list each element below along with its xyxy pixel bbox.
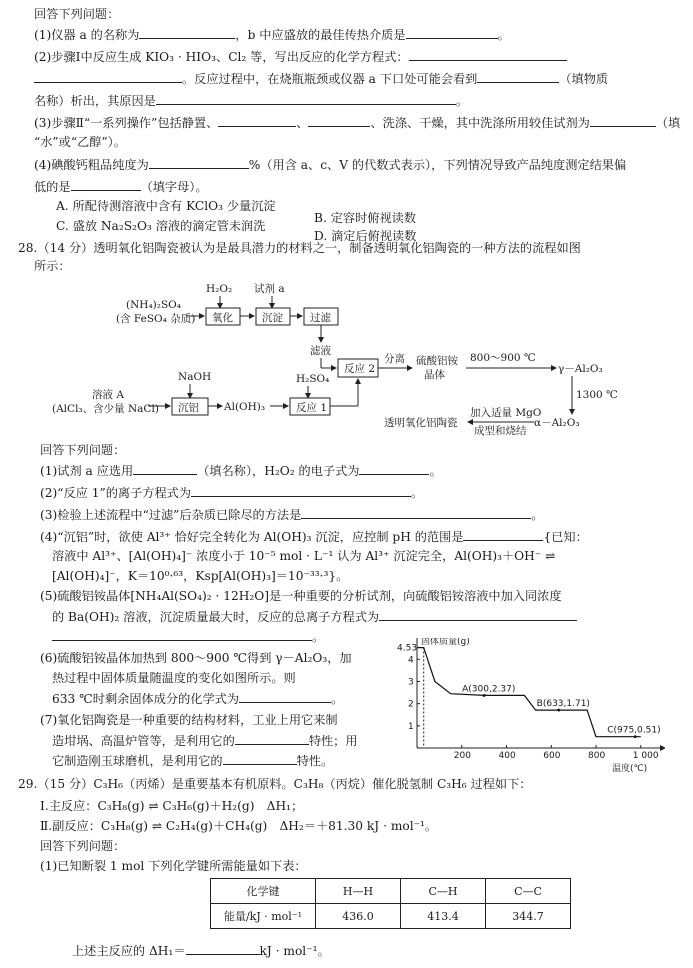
answer-blank[interactable] xyxy=(409,48,567,61)
answer-blank[interactable] xyxy=(71,178,141,191)
separate-label: 分离 xyxy=(384,353,405,365)
answer-blank[interactable] xyxy=(379,608,577,621)
answer-blank[interactable] xyxy=(239,690,331,703)
point-label: B(633,1.71) xyxy=(536,699,590,710)
table-cell: 能量/kJ · mol⁻¹ xyxy=(211,904,316,929)
q28-sub6: (6)硫酸铝铵晶体加热到 800～900 ℃得到 γ－Al₂O₃，加 xyxy=(40,651,352,665)
q29-sub1: (1)已知断裂 1 mol 下列化学键所需能量如下表： xyxy=(40,859,307,873)
q28-sub6-cont: 热过程中固体质量随温度的变化如图所示。则 xyxy=(52,671,296,685)
answer-blank[interactable] xyxy=(477,70,559,83)
y-tick-label: 2 xyxy=(408,699,414,710)
q28-sub3: (3)检验上述流程中“过滤”后杂质已除尽的方法是 。 xyxy=(40,508,544,522)
alpha-alumina: α－Al₂O₃ xyxy=(534,417,580,429)
y-axis-label: 固体质量(g) xyxy=(421,638,470,647)
process-flow-diagram xyxy=(40,282,680,442)
answer-blank[interactable] xyxy=(301,506,531,519)
x-tick-label: 600 xyxy=(543,751,561,761)
q28-lead: 回答下列问题： xyxy=(40,443,126,457)
q27-sub4: (4)碘酸钙粗品纯度为 %（用含 a、c、V 的代数式表示），下列情况导致产品纯度测定结果偏 xyxy=(34,158,627,172)
answer-blank[interactable] xyxy=(235,732,309,745)
q27-sub4-cont: 低的是 （填字母）。 xyxy=(34,180,208,194)
table-row xyxy=(211,904,571,929)
sinter-label: 成型和烧结 xyxy=(474,425,527,437)
answer-blank[interactable] xyxy=(308,114,370,127)
box-precipitate-label: 沉淀 xyxy=(262,312,283,324)
point-label: A(300,2.37) xyxy=(462,684,516,695)
q29-main-reaction: Ⅰ.主反应：C₃H₈(g) ⇌ C₃H₆(g)＋H₂(g) ΔH₁； xyxy=(40,799,304,813)
box-reaction-1-label: 反应 1 xyxy=(296,402,328,414)
x-tick-label: 800 xyxy=(588,751,606,761)
q27-sub3: (3)步骤Ⅱ“一系列操作”包括静置、 、 、洗涤、干燥，其中洗涤所用较佳试剂为 （填 xyxy=(34,116,681,130)
option-a: A. 所配待测溶液中含有 KClO₃ 少量沉淀 xyxy=(56,199,276,213)
answer-blank[interactable] xyxy=(34,70,182,83)
naoh-label: NaOH xyxy=(178,371,212,383)
table-header: C—C xyxy=(486,879,571,904)
q28-title: 28.（14 分）透明氧化铝陶瓷被认为是最具潜力的材料之一，制备透明氧化铝陶瓷的一种方法的流程如图 xyxy=(18,241,581,255)
q27-sub3-cont: “水”或“乙醇”）。 xyxy=(34,135,126,149)
table-cell: 344.7 xyxy=(486,904,571,929)
q28-sub6-cont2: 633 ℃时剩余固体成分的化学式为 。 xyxy=(52,692,344,706)
q28-sub4: (4)“沉铝”时，欲使 Al³⁺ 恰好完全转化为 Al(OH)₃ 沉淀，应控制 pH 的范围是 {已知： xyxy=(40,530,588,544)
gamma-alumina: γ－Al₂O₃ xyxy=(558,363,603,375)
point-label: C(975,0.51) xyxy=(607,725,661,736)
q29-lead: 回答下列问题： xyxy=(40,839,126,853)
chart-series xyxy=(417,648,641,737)
answer-blank[interactable] xyxy=(191,484,411,497)
table-header: 化学键 xyxy=(211,879,316,904)
product-crystal-label: 硫酸铝铵 xyxy=(416,355,458,367)
product-crystal-label-2: 晶体 xyxy=(424,369,445,381)
answer-blank[interactable] xyxy=(156,92,456,105)
q28-sub5-cont2: 。 xyxy=(52,628,324,645)
table-cell: 436.0 xyxy=(316,904,401,929)
solution-a-composition: (AlCl₃、含少量 NaCl) xyxy=(52,403,159,415)
q27-lead: 回答下列问题： xyxy=(34,7,120,21)
answer-blank[interactable] xyxy=(52,628,312,641)
q27-sub2: (2)步骤Ⅰ中反应生成 KIO₃ · HIO₃、Cl₂ 等，写出反应的化学方程式： xyxy=(34,48,567,65)
answer-blank[interactable] xyxy=(133,462,197,475)
q27-sub2-cont2: 名称）析出，其原因是 。 xyxy=(34,94,469,108)
box-oxidize-label: 氧化 xyxy=(212,312,233,324)
data-point xyxy=(483,694,486,697)
q28-sub4-cont2: [Al(OH)₄]⁻，K＝10⁰·⁶³，Ksp[Al(OH)₃]＝10⁻³³·³}。 xyxy=(52,569,349,583)
h2o2-label: H₂O₂ xyxy=(206,283,233,295)
q28-sub2: (2)“反应 1”的离子方程式为 。 xyxy=(40,486,424,500)
q29-sub1-answer: 上述主反应的 ΔH₁＝ kJ · mol⁻¹。 xyxy=(72,944,330,958)
x-tick-label: 1 000 xyxy=(632,751,659,761)
aloh3-label: Al(OH)₃ xyxy=(224,401,266,413)
answer-blank[interactable] xyxy=(186,942,260,955)
data-point xyxy=(557,709,560,712)
feed-ammonium-sulfate: (NH₄)₂SO₄ xyxy=(126,299,181,311)
q29-title: 29.（15 分）C₃H₆（丙烯）是重要基本有机原料。C₃H₈（丙烷）催化脱氢制 C₃H₆ 过程如下： xyxy=(18,777,532,791)
x-tick-label: 400 xyxy=(498,751,516,761)
solution-a-label: 溶液 A xyxy=(92,389,124,401)
y-start-label: 4.53 xyxy=(397,643,418,654)
answer-blank[interactable] xyxy=(463,528,543,541)
table-row xyxy=(211,879,571,904)
chart-axes xyxy=(397,638,665,773)
q28-sub5-cont: 的 Ba(OH)₂ 溶液，沉淀质量最大时，反应的总离子方程式为 xyxy=(52,608,577,625)
y-tick-label: 4 xyxy=(408,655,414,666)
q28-sub5: (5)硫酸铝铵晶体[NH₄Al(SO₄)₂ · 12H₂O]是一种重要的分析试剂，向硫酸铝铵溶液中加入同浓度 xyxy=(40,589,562,603)
mass-temperature-chart xyxy=(395,638,665,773)
answer-blank[interactable] xyxy=(218,114,296,127)
x-axis-label: 温度(℃) xyxy=(612,764,648,773)
mgo-label: 加入适量 MgO xyxy=(470,407,542,419)
q27-sub2-cont: 。反应过程中，在烧瓶瓶颈或仪器 a 下口处可能会看到 （填物质 xyxy=(34,70,608,87)
box-reaction-2-label: 反应 2 xyxy=(344,363,376,375)
chart-labels xyxy=(462,684,660,738)
option-d: D. 滴定后俯视读数 xyxy=(314,229,417,243)
y-tick-label: 3 xyxy=(408,677,414,688)
answer-blank[interactable] xyxy=(139,26,235,39)
x-tick-label: 200 xyxy=(453,751,471,761)
table-header: H—H xyxy=(316,879,401,904)
answer-blank[interactable] xyxy=(359,462,429,475)
bond-energy-table xyxy=(210,878,571,929)
q28-sub7: (7)氧化铝陶瓷是一种重要的结构材料，工业上用它来制 xyxy=(40,713,338,727)
mass-curve xyxy=(417,648,641,737)
reagent-a-label: 试剂 a xyxy=(254,283,285,295)
answer-blank[interactable] xyxy=(149,156,249,169)
x-axis-arrow xyxy=(660,745,665,751)
option-b: B. 定容时俯视读数 xyxy=(314,211,417,225)
final-product: 透明氧化铝陶瓷 xyxy=(384,417,458,429)
temp-1300: 1300 ℃ xyxy=(576,389,618,401)
q28-sub1: (1)试剂 a 应选用 （填名称），H₂O₂ 的电子式为 。 xyxy=(40,464,442,478)
answer-blank[interactable] xyxy=(406,26,498,39)
feed-impurity-note: (含 FeSO₄ 杂质) xyxy=(116,313,196,325)
q28-sub7-cont: 造坩埚、高温炉管等，是利用它的 特性；用 xyxy=(52,734,358,748)
answer-blank[interactable] xyxy=(590,114,656,127)
y-tick-label: 1 xyxy=(408,721,414,732)
answer-blank[interactable] xyxy=(223,752,297,765)
q29-side-reaction: Ⅱ.副反应：C₃H₈(g) ⇌ C₂H₄(g)＋CH₄(g) ΔH₂＝＋81.30 kJ · mol⁻¹。 xyxy=(40,819,438,833)
q27-sub1: (1)仪器 a 的名称为 ，b 中应盛放的最佳传热介质是 。 xyxy=(34,28,510,42)
h2so4-label: H₂SO₄ xyxy=(296,373,330,385)
q28-sub7-cont2: 它制造刚玉球磨机，是利用它的 特性。 xyxy=(52,754,334,768)
box-filter-label: 过滤 xyxy=(310,312,331,324)
table-header: C—H xyxy=(401,879,486,904)
filtrate-label: 滤液 xyxy=(310,345,331,357)
box-al-precipitate-label: 沉铝 xyxy=(178,402,199,414)
data-point xyxy=(634,735,637,738)
q28-title-cont: 所示： xyxy=(34,259,71,273)
table-cell: 413.4 xyxy=(401,904,486,929)
temp-800-900: 800～900 ℃ xyxy=(470,352,536,364)
option-c: C. 盛放 Na₂S₂O₃ 溶液的滴定管未润洗 xyxy=(56,219,266,233)
q28-sub4-cont: 溶液中 Al³⁺、[Al(OH)₄]⁻ 浓度小于 10⁻⁵ mol · L⁻¹ 认为 Al³⁺ 沉淀完全，Al(OH)₃＋OH⁻ ⇌ xyxy=(52,549,556,563)
